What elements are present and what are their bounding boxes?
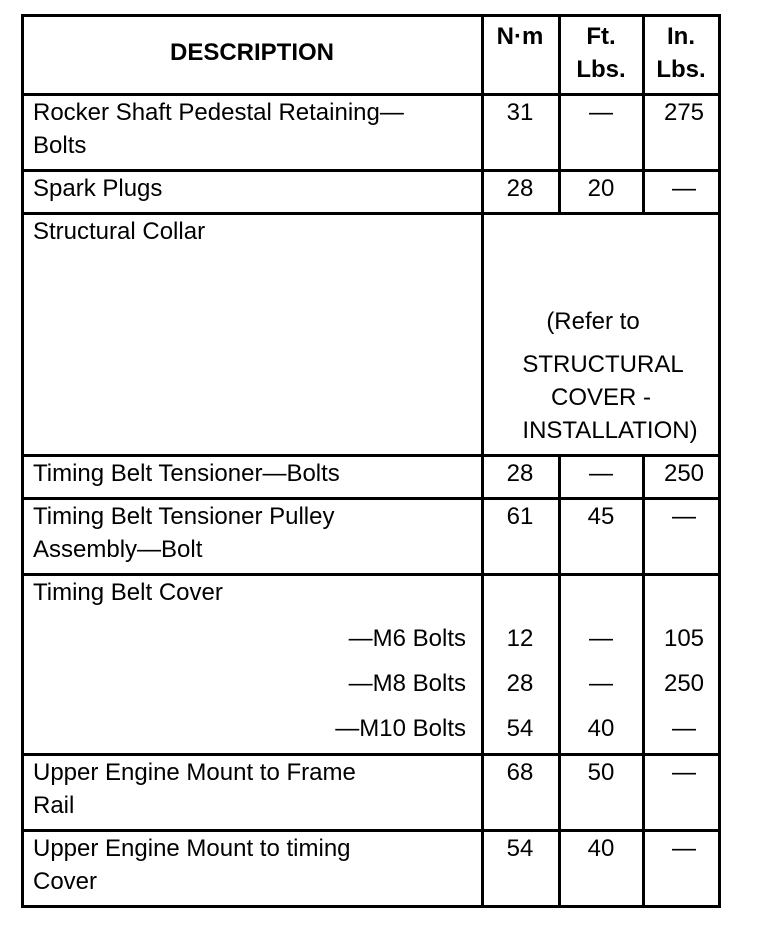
row-nm-value: 31 (506, 99, 534, 126)
row-description: Assembly—Bolt (33, 536, 203, 563)
subitem-label: —M8 Bolts (348, 670, 466, 697)
subitem-in-value: — (672, 715, 696, 742)
refer-note: (Refer to (546, 308, 640, 335)
row-ft-value: — (589, 460, 613, 487)
subitem-ft-value: — (589, 670, 613, 697)
row-in-value: — (672, 835, 696, 862)
subitem-nm-value: 54 (506, 715, 534, 742)
row-ft-value: 20 (587, 175, 615, 202)
row-nm-value: 54 (506, 835, 534, 862)
row-description: Timing Belt Cover (33, 579, 223, 606)
row-in-value: — (672, 503, 696, 530)
refer-note: INSTALLATION) (522, 417, 698, 444)
header-ft-line1: Ft. (586, 23, 616, 50)
row-description: Rail (33, 792, 75, 819)
row-description: Bolts (33, 132, 87, 159)
row-in-value: — (672, 759, 696, 786)
subitem-ft-value: — (589, 625, 613, 652)
subitem-label: —M6 Bolts (348, 625, 466, 652)
header-in-line2: Lbs. (656, 56, 706, 83)
row-description: Upper Engine Mount to Frame (33, 759, 356, 786)
row-description: Upper Engine Mount to timing (33, 835, 351, 862)
refer-note: STRUCTURAL (522, 351, 684, 378)
row-ft-value: — (589, 99, 613, 126)
header-nm: N·m (496, 23, 544, 50)
row-nm-value: 28 (506, 460, 534, 487)
refer-note: COVER - (550, 384, 651, 411)
header-in-line1: In. (667, 23, 695, 50)
row-in-value: 250 (663, 460, 705, 487)
subitem-nm-value: 28 (506, 670, 534, 697)
subitem-nm-value: 12 (506, 625, 534, 652)
row-ft-value: 50 (587, 759, 615, 786)
row-description: Timing Belt Tensioner Pulley (33, 503, 335, 530)
header-description: DESCRIPTION (169, 39, 334, 66)
subitem-label: —M10 Bolts (335, 715, 466, 742)
row-nm-value: 28 (506, 175, 534, 202)
row-in-value: — (672, 175, 696, 202)
row-ft-value: 45 (587, 503, 615, 530)
row-ft-value: 40 (587, 835, 615, 862)
row-description: Cover (33, 868, 98, 895)
subitem-in-value: 105 (663, 625, 705, 652)
row-nm-value: 68 (506, 759, 534, 786)
row-in-value: 275 (663, 99, 705, 126)
header-ft-line2: Lbs. (576, 56, 626, 83)
row-nm-value: 61 (506, 503, 534, 530)
subitem-in-value: 250 (663, 670, 705, 697)
row-description: Spark Plugs (33, 175, 163, 202)
row-description: Timing Belt Tensioner—Bolts (33, 460, 340, 487)
row-description: Rocker Shaft Pedestal Retaining— (33, 99, 404, 126)
row-description: Structural Collar (33, 218, 206, 245)
subitem-ft-value: 40 (587, 715, 615, 742)
